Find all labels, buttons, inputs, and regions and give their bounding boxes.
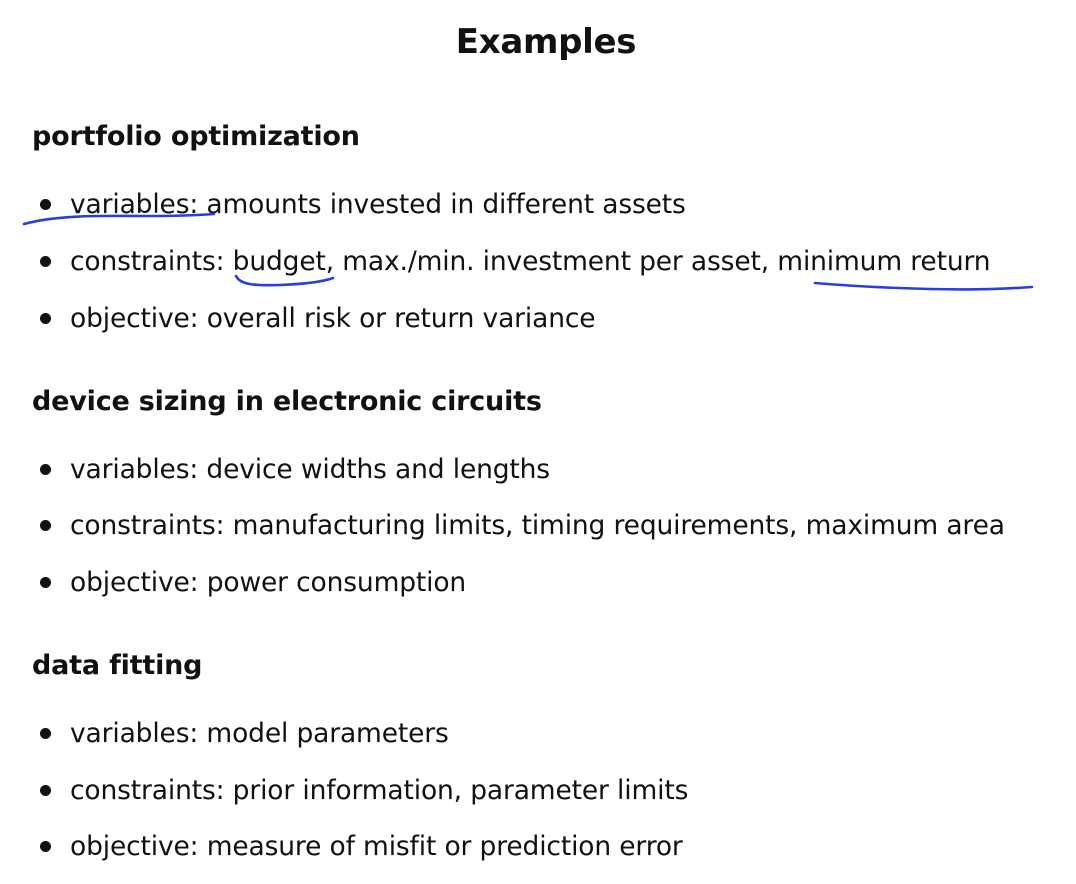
- section-heading-data-fitting: data fitting: [32, 650, 203, 681]
- bullet-dot-icon: [40, 464, 51, 475]
- bullet-dot-icon: [40, 520, 51, 531]
- bullet-dot-icon: [40, 313, 51, 324]
- bullet-text: objective: overall risk or return variance: [70, 303, 596, 334]
- bullet-text: constraints: budget, max./min. investment per asset, minimum return: [70, 246, 991, 277]
- bullet-dot-icon: [40, 785, 51, 796]
- bullet-dot-icon: [40, 728, 51, 739]
- bullet-text: variables: amounts invested in different assets: [70, 189, 686, 220]
- bullet-text: variables: device widths and lengths: [70, 454, 550, 485]
- underline-minimum-return-annotation: [815, 283, 1032, 289]
- section-heading-portfolio-optimization: portfolio optimization: [32, 121, 360, 152]
- bullet-dot-icon: [40, 199, 51, 210]
- bullet-text: variables: model parameters: [70, 718, 449, 749]
- section-heading-device-sizing: device sizing in electronic circuits: [32, 386, 542, 417]
- slide-title: Examples: [455, 22, 637, 62]
- bullet-text: constraints: manufacturing limits, timing requirements, maximum area: [70, 510, 1005, 541]
- bullet-dot-icon: [40, 577, 51, 588]
- bullet-text: objective: measure of misfit or prediction error: [70, 831, 683, 862]
- bullet-text: constraints: prior information, parameter limits: [70, 775, 689, 806]
- bullet-text: objective: power consumption: [70, 567, 467, 598]
- bullet-dot-icon: [40, 841, 51, 852]
- bullet-dot-icon: [40, 256, 51, 267]
